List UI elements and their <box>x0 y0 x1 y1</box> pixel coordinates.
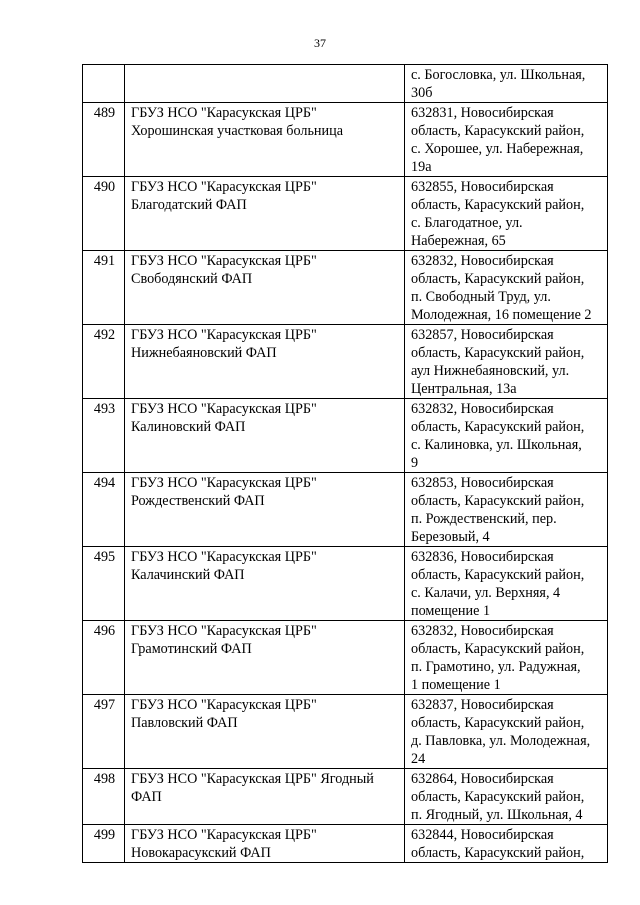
organization-name <box>125 325 405 399</box>
organization-name <box>125 621 405 695</box>
organization-line: Рождественский ФАП <box>131 493 265 509</box>
table-row <box>83 103 608 177</box>
row-number: 497 <box>83 695 125 769</box>
organization-name <box>125 399 405 473</box>
organization-line: ГБУЗ НСО "Карасукская ЦРБ" <box>131 475 317 491</box>
address-line: Центральная, 13а <box>411 381 517 397</box>
address <box>405 399 608 473</box>
organization-line: ГБУЗ НСО "Карасукская ЦРБ" <box>131 179 317 195</box>
address-line: область, Карасукский район, <box>411 641 585 657</box>
address-line: область, Карасукский район, <box>411 271 585 287</box>
organization-name <box>125 547 405 621</box>
address-line: 632832, Новосибирская <box>411 253 554 269</box>
organization-line: ГБУЗ НСО "Карасукская ЦРБ" Ягодный <box>131 771 374 787</box>
organization-line: Свободянский ФАП <box>131 271 253 287</box>
address <box>405 695 608 769</box>
organization-line: ГБУЗ НСО "Карасукская ЦРБ" <box>131 697 317 713</box>
address-line: 632857, Новосибирская <box>411 327 554 343</box>
address-line: с. Хорошее, ул. Набережная, <box>411 141 584 157</box>
table-row <box>83 695 608 769</box>
address-line: с. Богословка, ул. Школьная, <box>411 67 586 83</box>
organization-line: Грамотинский ФАП <box>131 641 252 657</box>
page-number: 37 <box>314 36 326 50</box>
address-line: п. Грамотино, ул. Радужная, <box>411 659 581 675</box>
address-line: 632844, Новосибирская <box>411 827 554 843</box>
facility-registry-table <box>82 64 608 863</box>
organization-name <box>125 251 405 325</box>
organization-line: ФАП <box>131 789 162 805</box>
table-row <box>83 547 608 621</box>
organization-line: Новокарасукский ФАП <box>131 845 271 861</box>
address-line: Набережная, 65 <box>411 233 506 249</box>
row-number: 490 <box>83 177 125 251</box>
table-row <box>83 65 608 103</box>
address-line: с. Благодатное, ул. <box>411 215 523 231</box>
table-row <box>83 769 608 825</box>
organization-line: Калиновский ФАП <box>131 419 246 435</box>
address-line: 632864, Новосибирская <box>411 771 554 787</box>
row-number: 493 <box>83 399 125 473</box>
row-number: 499 <box>83 825 125 863</box>
address-line: помещение 1 <box>411 603 491 619</box>
address-line: 632837, Новосибирская <box>411 697 554 713</box>
address-line: 632831, Новосибирская <box>411 105 554 121</box>
address-line: Молодежная, 16 помещение 2 <box>411 307 592 323</box>
address-line: область, Карасукский район, <box>411 419 585 435</box>
address-line: 24 <box>411 751 426 767</box>
organization-line: ГБУЗ НСО "Карасукская ЦРБ" <box>131 623 317 639</box>
address <box>405 251 608 325</box>
address-line: 632832, Новосибирская <box>411 401 554 417</box>
address-line: п. Свободный Труд, ул. <box>411 289 551 305</box>
address <box>405 547 608 621</box>
address-line: 632855, Новосибирская <box>411 179 554 195</box>
address-line: 632853, Новосибирская <box>411 475 554 491</box>
organization-line: ГБУЗ НСО "Карасукская ЦРБ" <box>131 549 317 565</box>
address-line: п. Ягодный, ул. Школьная, 4 <box>411 807 583 823</box>
organization-line: Нижнебаяновский ФАП <box>131 345 277 361</box>
table-row <box>83 325 608 399</box>
address-line: с. Калачи, ул. Верхняя, 4 <box>411 585 561 601</box>
row-number: 494 <box>83 473 125 547</box>
address <box>405 473 608 547</box>
address-line: область, Карасукский район, <box>411 789 585 805</box>
organization-name <box>125 825 405 863</box>
organization-line: Хорошинская участковая больница <box>131 123 344 139</box>
organization-line: Калачинский ФАП <box>131 567 245 583</box>
address <box>405 769 608 825</box>
address-line: 19а <box>411 159 432 175</box>
address-line: д. Павловка, ул. Молодежная, <box>411 733 591 749</box>
address <box>405 825 608 863</box>
organization-name <box>125 103 405 177</box>
registry-table-body <box>83 65 608 863</box>
address-line: 30б <box>411 85 433 101</box>
organization-line: ГБУЗ НСО "Карасукская ЦРБ" <box>131 253 317 269</box>
address-line: область, Карасукский район, <box>411 345 585 361</box>
row-number <box>83 65 125 103</box>
address-line: 632832, Новосибирская <box>411 623 554 639</box>
organization-line: Благодатский ФАП <box>131 197 247 213</box>
row-number: 491 <box>83 251 125 325</box>
address-line: 1 помещение 1 <box>411 677 501 693</box>
row-number: 492 <box>83 325 125 399</box>
row-number: 496 <box>83 621 125 695</box>
row-number: 498 <box>83 769 125 825</box>
address-line: Березовый, 4 <box>411 529 490 545</box>
organization-line: Павловский ФАП <box>131 715 238 731</box>
organization-name <box>125 65 405 103</box>
row-number: 495 <box>83 547 125 621</box>
address <box>405 325 608 399</box>
table-row <box>83 177 608 251</box>
table-row <box>83 251 608 325</box>
address-line: 9 <box>411 455 419 471</box>
table-row <box>83 621 608 695</box>
organization-name <box>125 473 405 547</box>
row-number: 489 <box>83 103 125 177</box>
table-row <box>83 399 608 473</box>
table-row <box>83 825 608 863</box>
organization-line: ГБУЗ НСО "Карасукская ЦРБ" <box>131 327 317 343</box>
organization-line: ГБУЗ НСО "Карасукская ЦРБ" <box>131 105 317 121</box>
address <box>405 177 608 251</box>
organization-line: ГБУЗ НСО "Карасукская ЦРБ" <box>131 401 317 417</box>
organization-line: ГБУЗ НСО "Карасукская ЦРБ" <box>131 827 317 843</box>
address <box>405 621 608 695</box>
address-line: область, Карасукский район, <box>411 715 585 731</box>
address-line: аул Нижнебаяновский, ул. <box>411 363 570 379</box>
organization-name <box>125 769 405 825</box>
organization-name <box>125 177 405 251</box>
address-line: область, Карасукский район, <box>411 845 585 861</box>
address-line: область, Карасукский район, <box>411 567 585 583</box>
address-line: область, Карасукский район, <box>411 493 585 509</box>
address-line: п. Рождественский, пер. <box>411 511 557 527</box>
address <box>405 65 608 103</box>
table-row <box>83 473 608 547</box>
address-line: область, Карасукский район, <box>411 197 585 213</box>
address-line: 632836, Новосибирская <box>411 549 554 565</box>
address <box>405 103 608 177</box>
address-line: с. Калиновка, ул. Школьная, <box>411 437 582 453</box>
address-line: область, Карасукский район, <box>411 123 585 139</box>
organization-name <box>125 695 405 769</box>
